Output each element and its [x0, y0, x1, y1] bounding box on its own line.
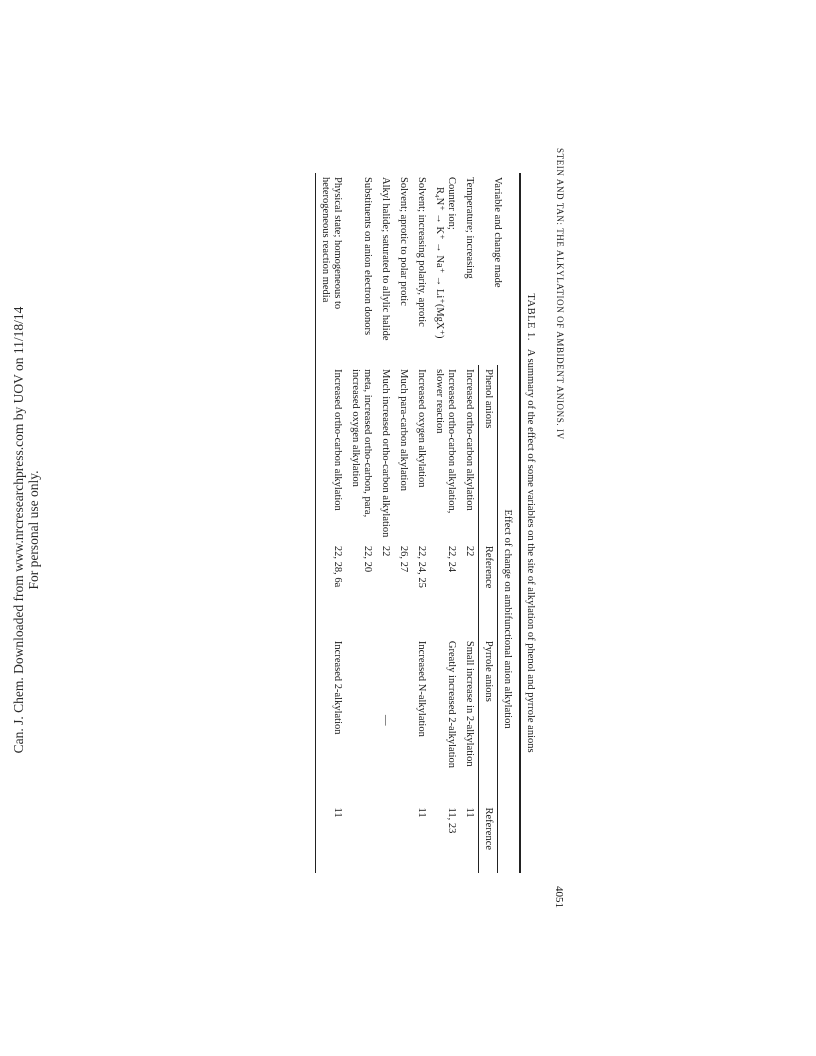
- cell-variable-main: Counter ion;: [446, 177, 457, 230]
- col-header-pyrrole: Pyrrole anions: [479, 637, 498, 804]
- table-caption: [525, 173, 536, 873]
- summary-table-block: [290, 173, 536, 873]
- cell-phenol: Much para-carbon alkylation: [398, 369, 409, 491]
- cell-ref1: 22, 20: [362, 545, 373, 573]
- cell-pyrrole: [346, 637, 376, 804]
- cell-pyrrole: Increased N-alkylation: [416, 640, 427, 737]
- cell-variable: Solvent; increasing polarity, aprotic: [416, 177, 427, 327]
- table-caption-text: A summary of the effect of some variables on the site of alkylation of phenol and pyrrole anions: [525, 348, 536, 753]
- table-label: TABLE 1.: [525, 293, 536, 341]
- col-header-variable: Variable and change made: [492, 177, 504, 288]
- cell-ref1: 22, 28, 6a: [316, 542, 347, 637]
- cell-phenol: Increased ortho-carbon alkylation, slower reaction: [434, 369, 457, 514]
- cell-ref2: 11, 23: [446, 807, 457, 834]
- cell-phenol: Increased ortho-carbon alkylation: [464, 369, 475, 511]
- table-top-rule: [520, 173, 521, 873]
- table-row: [394, 173, 412, 873]
- running-head: STEIN AND TAN: THE ALKYLATION OF AMBIDENT ANIONS. IV: [555, 148, 565, 440]
- header-row-1: [498, 173, 517, 873]
- cell-variable: Alkyl halide; saturated to allylic halide: [380, 177, 391, 341]
- col-header-reference-2: Reference: [479, 803, 498, 873]
- col-header-phenol: Phenol anions: [479, 365, 498, 542]
- cell-variable: Substituents on anion electron donors: [362, 177, 373, 336]
- cell-pyrrole: Greatly increased 2-alkylation: [446, 640, 457, 769]
- cell-variable: [430, 173, 460, 365]
- cell-ref2: 11: [464, 807, 475, 818]
- cell-ref2: 11: [316, 803, 347, 873]
- cell-ref2: [394, 803, 412, 873]
- cell-phenol: meta, increased ortho-carbon, para, increased oxygen alkylation: [350, 369, 373, 518]
- cell-variable: Solvent; aprotic to polar protic: [398, 177, 409, 306]
- table-row: [430, 173, 460, 873]
- cell-ref2: [346, 803, 376, 873]
- table-row: [346, 173, 376, 873]
- cell-ref1: 22: [380, 545, 391, 557]
- table-row: [316, 173, 347, 873]
- cell-variable: Temperature; increasing: [464, 177, 476, 279]
- cell-phenol: Much increased ortho-carbon alkylation: [380, 369, 391, 538]
- cell-pyrrole: Increased 2-alkylation: [316, 637, 347, 804]
- watermark-line-2: For personal use only.: [26, 470, 41, 590]
- table-row: [376, 173, 394, 873]
- table-top-rule-2: [516, 173, 520, 873]
- cell-pyrrole: —: [380, 714, 391, 726]
- cell-pyrrole: [394, 637, 412, 804]
- cell-variable-series: R₄N⁺ → K⁺ → Na⁺ → Li⁺(MgX⁺): [434, 187, 445, 339]
- download-watermark: [11, 307, 41, 754]
- summary-table: [315, 173, 521, 873]
- col-header-effect: Effect of change on ambifunctional anion alkylation: [498, 365, 517, 873]
- cell-ref2: [376, 803, 394, 873]
- cell-phenol: Increased oxygen alkylation: [416, 369, 427, 488]
- cell-ref1: 22, 24, 25: [416, 545, 427, 588]
- cell-variable: Physical state; homogeneous to heterogeneous reaction media: [316, 173, 347, 365]
- page-number: 4051: [553, 886, 565, 908]
- table-row: [412, 173, 430, 873]
- cell-ref1: 26, 27: [398, 545, 409, 573]
- cell-ref1: 22: [464, 545, 475, 557]
- cell-ref2: 11: [416, 807, 427, 818]
- cell-phenol: Increased ortho-carbon alkylation: [316, 365, 347, 542]
- cell-ref1: 22, 24: [446, 545, 457, 573]
- watermark-line-1: Can. J. Chem. Downloaded from www.nrcresearchpress.com by UOV on 11/18/14: [11, 306, 26, 754]
- col-header-reference-1: Reference: [479, 542, 498, 637]
- table-row: [460, 173, 479, 873]
- cell-pyrrole: Small increase in 2-alkylation: [464, 640, 475, 767]
